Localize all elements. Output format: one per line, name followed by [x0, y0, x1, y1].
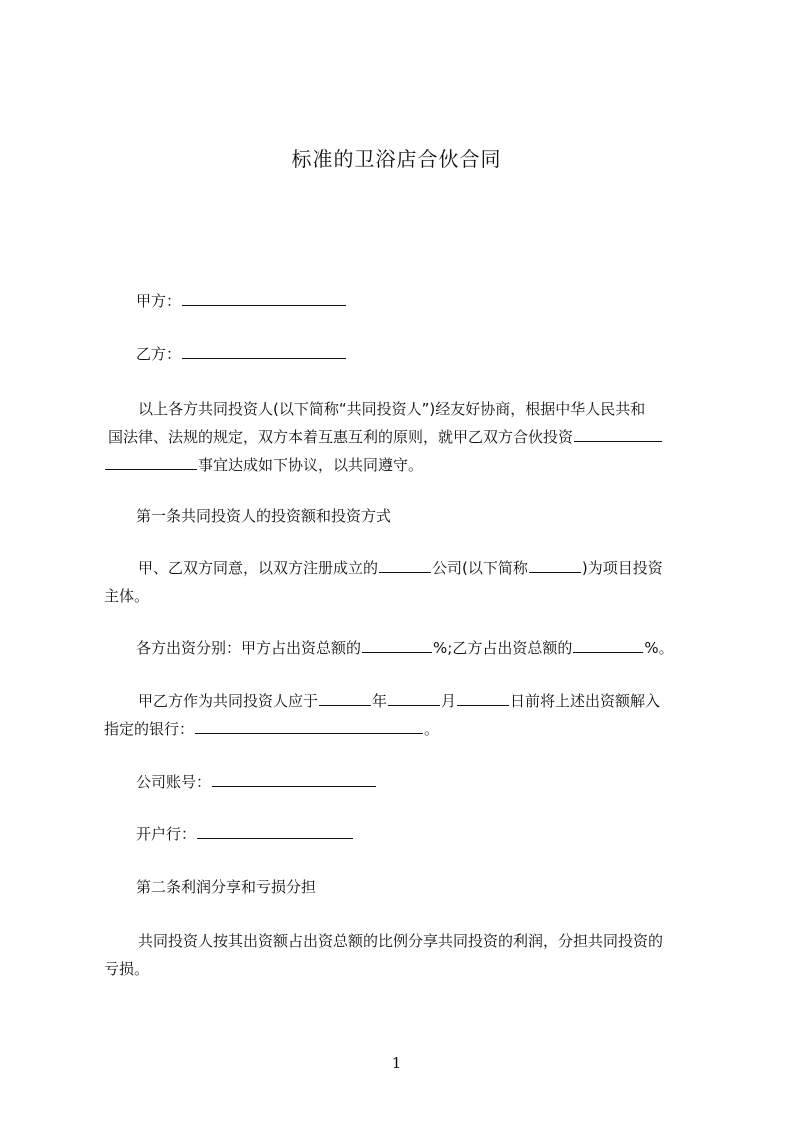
article1-p1-line2: 主体。: [104, 587, 150, 605]
designated-bank-blank: [195, 717, 423, 734]
page-number: 1: [391, 1054, 402, 1072]
deposit-year: 年: [372, 692, 388, 710]
deposit-part1: 甲乙方作为共同投资人应于: [138, 692, 319, 710]
deposit-month-blank: [388, 689, 440, 706]
article1-p1-line1: [138, 554, 738, 582]
party-a-line: [136, 287, 736, 315]
deposit-year-blank: [319, 689, 371, 706]
bank-blank: [197, 822, 353, 839]
intro-line-2: [108, 423, 708, 451]
article2-heading: 第二条利润分享和亏损分担: [136, 878, 317, 896]
article1-p1-part1: 甲、乙双方同意，以双方注册成立的: [138, 559, 379, 577]
intro-project-blank: [574, 425, 662, 442]
article1-p1-part2: 公司(以下简称: [432, 559, 528, 577]
deposit-line1: [138, 687, 738, 715]
intro-project-blank-cont: [105, 453, 197, 470]
party-b-line: [136, 340, 736, 368]
bank-line: [136, 820, 736, 848]
shares-part3: %。: [644, 639, 674, 657]
intro-line-3: [104, 451, 704, 479]
intro-line-2-text: 国法律、法规的规定，双方本着互惠互利的原则，就甲乙双方合伙投资: [108, 428, 574, 446]
party-b-share-blank: [573, 636, 643, 653]
shares-line: [136, 634, 736, 662]
intro-line-1: 以上各方共同投资人(以下简称“共同投资人”)经友好协商，根据中华人民共和: [138, 400, 646, 418]
deposit-line2-end: 。: [424, 720, 440, 738]
article2-p1-line1: 共同投资人按其出资额占出资总额的比例分享共同投资的利润，分担共同投资的: [138, 932, 664, 950]
deposit-month: 月: [441, 692, 457, 710]
party-b-label: 乙方：: [136, 345, 182, 363]
account-blank: [212, 770, 376, 787]
deposit-day-blank: [457, 689, 509, 706]
article1-heading: 第一条共同投资人的投资额和投资方式: [136, 507, 392, 525]
deposit-line2-label: 指定的银行：: [104, 720, 195, 738]
intro-line-3-text: 事宜达成如下协议，以共同遵守。: [198, 456, 424, 474]
party-a-share-blank: [362, 636, 432, 653]
document-title: 标准的卫浴店合伙合同: [291, 147, 502, 171]
account-label: 公司账号：: [136, 773, 212, 791]
company-name-blank: [379, 556, 431, 573]
shares-part2: %;乙方占出资总额的: [433, 639, 573, 657]
party-b-blank: [182, 342, 346, 359]
account-line: [136, 768, 736, 796]
article2-p1-line2: 亏损。: [104, 960, 150, 978]
article1-p1-part3: )为项目投资: [581, 559, 663, 577]
bank-label: 开户行：: [136, 825, 197, 843]
deposit-line2: [104, 715, 704, 743]
deposit-part2: 日前将上述出资额解入: [510, 692, 661, 710]
short-name-blank: [529, 556, 581, 573]
shares-part1: 各方出资分别：甲方占出资总额的: [136, 639, 362, 657]
party-a-blank: [182, 289, 346, 306]
party-a-label: 甲方：: [136, 292, 182, 310]
